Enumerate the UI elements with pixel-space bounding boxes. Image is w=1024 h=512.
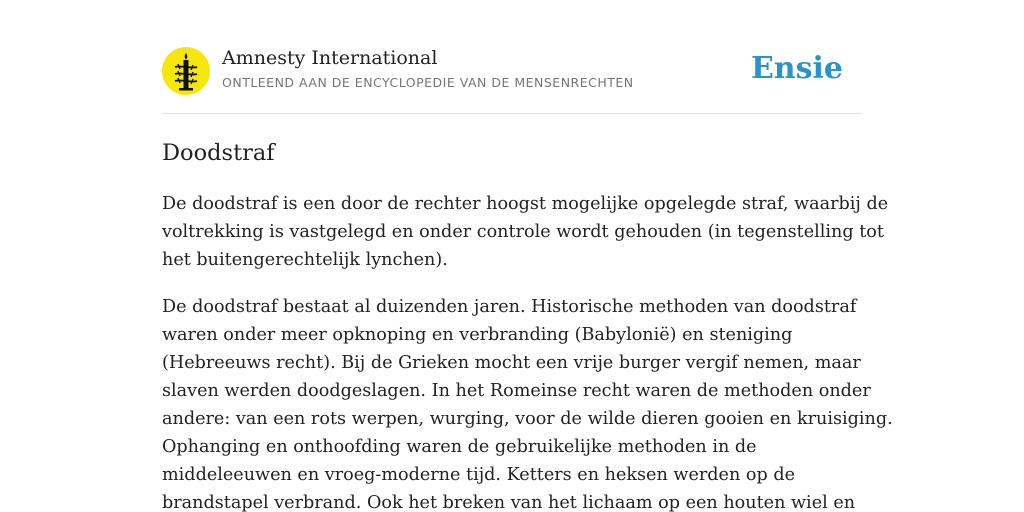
text-line: het buitengerechtelijk lynchen). [162, 250, 448, 270]
text-line: andere: van een rots werpen, wurging, voor de wilde dieren gooien en kruisiging. [162, 409, 893, 429]
text-line: De doodstraf is een door de rechter hoogst mogelijke opgelegde straf, waarbij de [162, 194, 889, 214]
article-body [162, 190, 893, 512]
text-line: Ophanging en onthoofding waren de gebruikelijke methoden in de [162, 437, 757, 457]
source-subtitle: ONTLEEND AAN DE ENCYCLOPEDIE VAN DE MENSENRECHTEN [222, 75, 634, 90]
text-line: middeleeuwen en vroeg-moderne tijd. Ketters en heksen werden op de [162, 465, 795, 485]
ensie-logo[interactable]: Ensie [750, 51, 843, 86]
text-line: waren onder meer opknoping en verbranding (Babylonië) en steniging [162, 325, 793, 345]
org-name[interactable]: Amnesty International [222, 47, 438, 69]
text-line: slaven werden doodgeslagen. In het Romeinse recht waren de methoden onder [162, 381, 871, 401]
text-line: brandstapel verbrand. Ook het breken van het lichaam op een houten wiel en [162, 493, 856, 512]
paragraph [162, 190, 889, 274]
article-title: Doodstraf [162, 140, 275, 166]
page-header [162, 0, 862, 114]
text-line: De doodstraf bestaat al duizenden jaren. Historische methoden van doodstraf [162, 297, 857, 317]
text-line: voltrekking is vastgelegd en onder controle wordt gehouden (in tegenstelling tot [162, 222, 884, 242]
text-line: (Hebreeuws recht). Bij de Grieken mocht een vrije burger vergif nemen, maar [162, 353, 861, 373]
paragraph [162, 293, 893, 512]
article-page [162, 0, 893, 512]
amnesty-candle-icon[interactable] [162, 47, 210, 95]
